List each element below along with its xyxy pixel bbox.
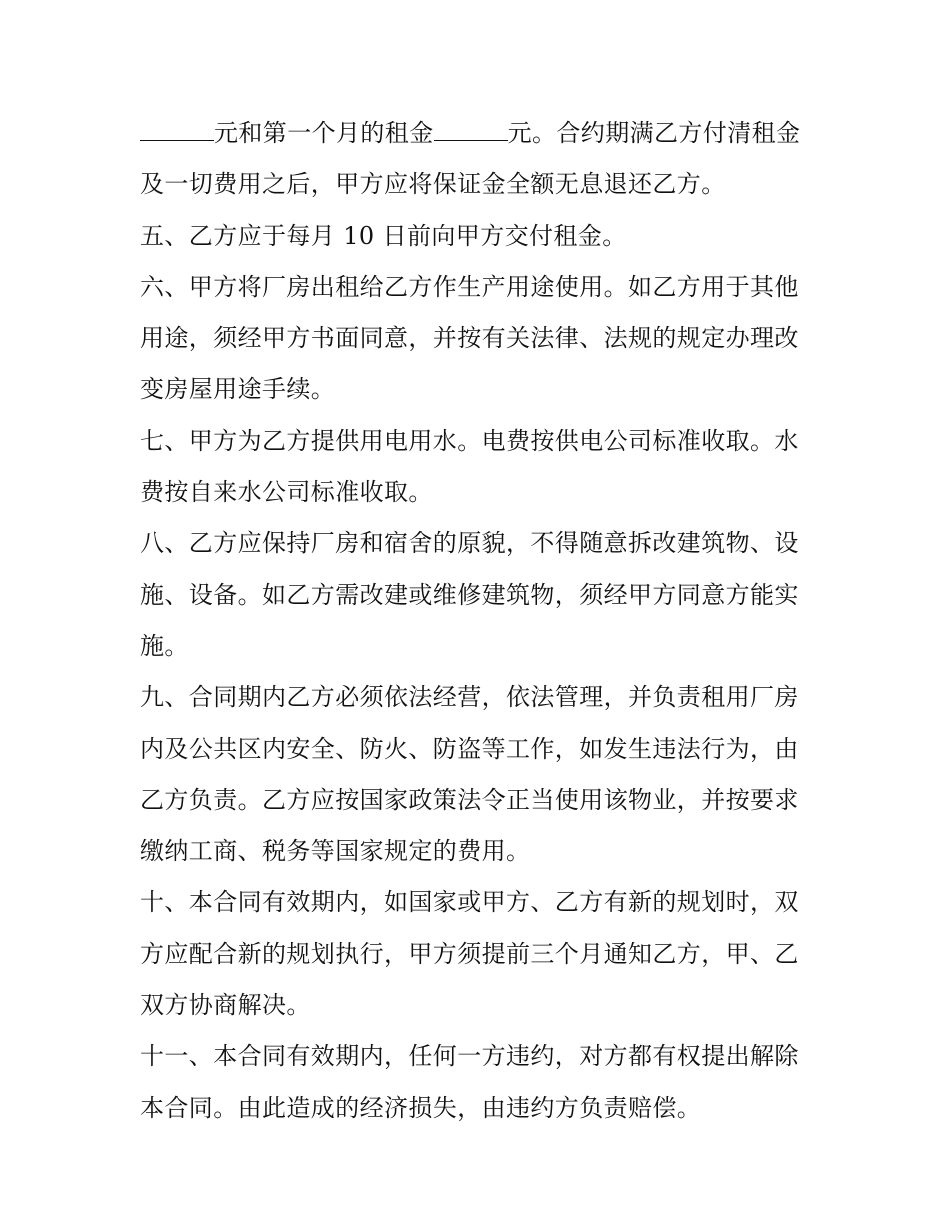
clause-10-line-1: 十、本合同有效期内，如国家或甲方、乙方有新的规划时，双 bbox=[140, 888, 799, 917]
clause-10-line-3: 双方协商解决。 bbox=[140, 991, 311, 1020]
clause-11-line-1: 十一、本合同有效期内，任何一方违约，对方都有权提出解除 bbox=[140, 1042, 799, 1071]
clause-9-line-2: 内及公共区内安全、防火、防盗等工作，如发生违法行为，由 bbox=[140, 734, 799, 763]
clause-8-line-3: 施。 bbox=[140, 631, 189, 660]
clause-6-line-3: 变房屋用途手续。 bbox=[140, 375, 336, 404]
clause-11-line-2: 本合同。由此造成的经济损失，由违约方负责赔偿。 bbox=[140, 1093, 702, 1122]
paragraph-line-1 bbox=[140, 108, 820, 159]
document-body bbox=[140, 108, 820, 1134]
clause-7-line-1: 七、甲方为乙方提供用电用水。电费按供电公司标准收取。水 bbox=[140, 426, 799, 455]
clause-5-line-1: 五、乙方应于每月 10 日前向甲方交付租金。 bbox=[140, 221, 627, 250]
line-1-text-b: 元。合约期满乙方付清租金 bbox=[507, 119, 801, 147]
clause-8-line-1: 八、乙方应保持厂房和宿舍的原貌，不得随意拆改建筑物、设 bbox=[140, 529, 799, 558]
clause-6-line-1: 六、甲方将厂房出租给乙方作生产用途使用。如乙方用于其他 bbox=[140, 272, 799, 301]
clause-6-line-2: 用途，须经甲方书面同意，并按有关法律、法规的规定办理改 bbox=[140, 324, 799, 353]
clause-9-line-3: 乙方负责。乙方应按国家政策法令正当使用该物业，并按要求 bbox=[140, 785, 799, 814]
clause-9-line-4: 缴纳工商、税务等国家规定的费用。 bbox=[140, 837, 531, 866]
clause-10-line-2: 方应配合新的规划执行，甲方须提前三个月通知乙方，甲、乙 bbox=[140, 939, 799, 968]
clause-8-line-2: 施、设备。如乙方需改建或维修建筑物，须经甲方同意方能实 bbox=[140, 580, 799, 609]
blank-underline-deposit bbox=[140, 118, 214, 141]
line-1-text-a: 元和第一个月的租金 bbox=[214, 119, 434, 147]
blank-underline-rent bbox=[434, 118, 508, 141]
paragraph-line-2: 及一切费用之后，甲方应将保证金全额无息退还乙方。 bbox=[140, 170, 726, 199]
clause-9-line-1: 九、合同期内乙方必须依法经营，依法管理，并负责租用厂房 bbox=[140, 683, 799, 712]
clause-7-line-2: 费按自来水公司标准收取。 bbox=[140, 478, 433, 507]
